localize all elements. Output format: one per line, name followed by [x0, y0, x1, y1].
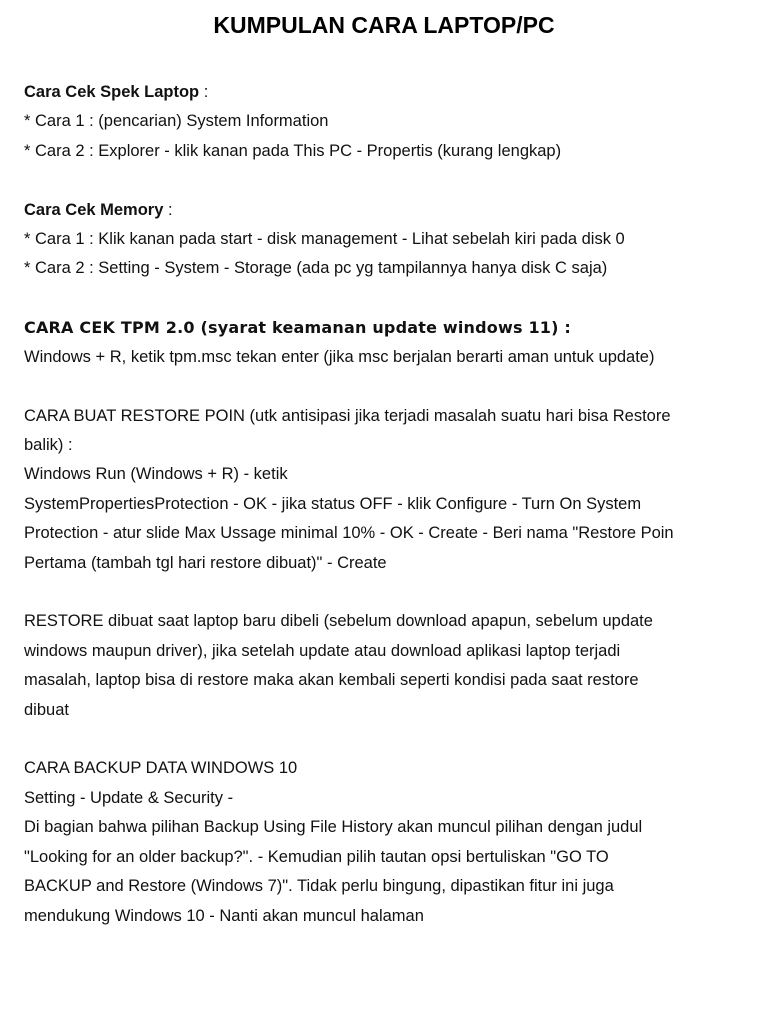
restore-line-2: balik) : [24, 436, 73, 455]
tpm-text: Windows + R, ketik tpm.msc tekan enter (jika msc berjalan berarti aman untuk update) [24, 347, 655, 366]
section-heading-spek [24, 78, 744, 107]
spacer [24, 725, 744, 754]
section-heading-tpm: CARA CEK TPM 2.0 (syarat keamanan update windows 11) : [24, 317, 572, 337]
backup-line-5: BACKUP and Restore (Windows 7)". Tidak perlu bingung, dipastikan fitur ini juga [24, 877, 614, 896]
spek-line-1: * Cara 1 : (pencarian) System Information [24, 112, 329, 131]
spek-line-2: * Cara 2 : Explorer - klik kanan pada This PC - Propertis (kurang lengkap) [24, 141, 562, 160]
backup-line-4: "Looking for an older backup?". - Kemudian pilih tautan opsi bertuliskan "GO TO [24, 847, 609, 866]
spacer [24, 166, 744, 195]
backup-line-2: Setting - Update & Security - [24, 788, 234, 807]
document-body [24, 78, 744, 931]
restore-note-line-4: dibuat [24, 700, 69, 719]
restore-note-line-3: masalah, laptop bisa di restore maka akan kembali seperti kondisi pada saat restore [24, 671, 639, 690]
memory-line-1: * Cara 1 : Klik kanan pada start - disk management - Lihat sebelah kiri pada disk 0 [24, 230, 625, 249]
backup-line-3: Di bagian bahwa pilihan Backup Using File History akan muncul pilihan dengan judul [24, 818, 643, 837]
spacer [24, 372, 744, 401]
heading-text: Cara Cek Spek Laptop [24, 83, 200, 101]
spacer [24, 578, 744, 607]
heading-text: Cara Cek Memory [24, 200, 164, 219]
section-heading-memory [24, 196, 744, 225]
restore-line-1: CARA BUAT RESTORE POIN (utk antisipasi jika terjadi masalah suatu hari bisa Restore [24, 406, 671, 425]
backup-line-1: CARA BACKUP DATA WINDOWS 10 [24, 759, 298, 778]
memory-line-2: * Cara 2 : Setting - System - Storage (ada pc yg tampilannya hanya disk C saja) [24, 259, 608, 278]
heading-colon: : [163, 200, 173, 219]
restore-line-3: Windows Run (Windows + R) - ketik [24, 465, 288, 484]
backup-line-6: mendukung Windows 10 - Nanti akan muncul halaman [24, 906, 424, 925]
restore-note-line-1: RESTORE dibuat saat laptop baru dibeli (sebelum download apapun, sebelum update [24, 612, 653, 631]
restore-line-5: Protection - atur slide Max Ussage minimal 10% - OK - Create - Beri nama "Restore Poin [24, 524, 674, 543]
restore-line-4: SystemPropertiesProtection - OK - jika status OFF - klik Configure - Turn On System [24, 494, 642, 513]
restore-note-line-2: windows maupun driver), jika setelah update atau download aplikasi laptop terjadi [24, 641, 621, 660]
heading-colon: : [199, 83, 209, 101]
restore-line-6: Pertama (tambah tgl hari restore dibuat)" - Create [24, 553, 387, 572]
document-title: KUMPULAN CARA LAPTOP/PC [213, 12, 555, 38]
spacer [24, 284, 744, 315]
